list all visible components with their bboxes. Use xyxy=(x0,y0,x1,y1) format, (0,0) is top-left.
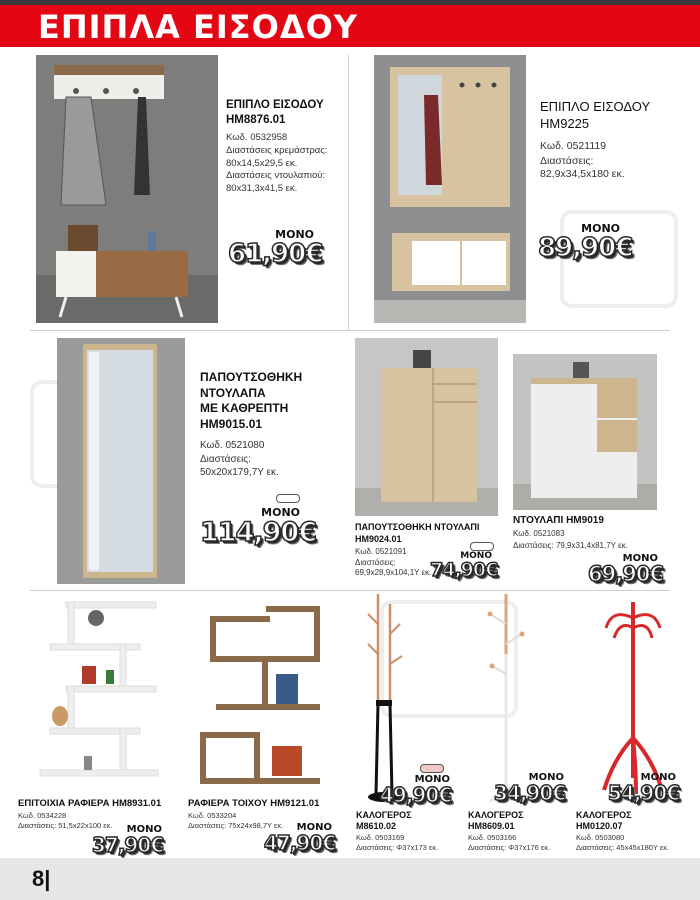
product-dimensions xyxy=(226,145,327,195)
product-code: Κωδ. 0533204 xyxy=(188,811,237,820)
product-code: Κωδ. 0503080 xyxy=(576,833,625,842)
product-title xyxy=(355,521,479,545)
badge-icon xyxy=(420,764,444,773)
product-code: Κωδ. 0534228 xyxy=(18,811,67,820)
price-block xyxy=(200,506,316,548)
product-title-line: ΕΠΙΠΛΟ ΕΙΣΟΔΟΥ xyxy=(226,99,324,111)
dim-line: Διαστάσεις κρεμάστρας: xyxy=(226,145,328,156)
product-title-line: ΠΑΠΟΥΤΣΟΘΗΚΗ ΝΤΟΥΛΑΠΙ xyxy=(355,522,480,532)
product-title xyxy=(576,810,632,832)
dim-line: 80x31,3x41,5 εκ. xyxy=(226,182,298,194)
product-code: Κωδ. 0521091 xyxy=(355,547,407,556)
price: 47,90€ xyxy=(264,831,336,855)
badge-icon xyxy=(470,542,494,551)
product-photo-m8610 xyxy=(362,594,410,804)
product-code: Κωδ. 0532958 xyxy=(226,132,288,143)
dim-line: Διαστάσεις: xyxy=(355,558,396,567)
product-dimensions xyxy=(200,453,279,479)
product-title xyxy=(468,810,524,832)
product-title-line: ΜΕ ΚΑΘΡΕΠΤΗ xyxy=(200,401,289,415)
price: 34,90€ xyxy=(494,781,566,805)
page-header xyxy=(0,5,700,47)
product-photo-hm8876 xyxy=(36,55,218,323)
price-block xyxy=(538,222,633,263)
dim-line: Διαστάσεις: Φ37x173 εκ. xyxy=(356,843,439,852)
price: 69,90€ xyxy=(588,562,664,586)
mono-label: ΜΟΝΟ xyxy=(640,772,676,783)
mono-label: ΜΟΝΟ xyxy=(126,824,162,835)
product-model: HM8609.01 xyxy=(468,821,515,831)
product-photo-hm9015 xyxy=(57,338,185,584)
dim-line: Διαστάσεις: xyxy=(200,454,251,465)
mono-label: ΜΟΝΟ xyxy=(622,553,658,564)
product-title-line: ΡΑΦΙΕΡΑ ΤΟΙΧΟΥ HM9121.01 xyxy=(188,798,320,809)
product-model: HM9024.01 xyxy=(355,534,402,544)
mono-label: ΜΟΝΟ xyxy=(261,506,300,519)
product-dimensions xyxy=(356,843,438,852)
divider xyxy=(30,330,670,331)
price: 74,90€ xyxy=(430,559,498,581)
product-title xyxy=(200,370,302,432)
product-title-line: ΚΑΛΟΓΕΡΟΣ xyxy=(356,810,412,820)
product-dimensions xyxy=(540,155,625,181)
price-block xyxy=(608,772,680,805)
dim-line: Διαστάσεις: 51,5x22x100 εκ. xyxy=(18,821,113,830)
product-model: HM0120.07 xyxy=(576,821,623,831)
price-block xyxy=(228,228,323,269)
mono-label: ΜΟΝΟ xyxy=(528,772,564,783)
product-photo-hm0120 xyxy=(592,598,674,798)
product-model: HM9225 xyxy=(540,116,590,131)
product-title xyxy=(18,798,161,809)
price: 61,90€ xyxy=(228,239,323,269)
price: 49,90€ xyxy=(380,783,452,807)
page-title: ΕΠΙΠΛΑ ΕΙΣΟΔΟΥ xyxy=(38,8,358,46)
dim-line: 50x20x179,7Υ εκ. xyxy=(200,467,279,478)
mono-label: ΜΟΝΟ xyxy=(275,228,314,241)
price-block xyxy=(380,774,450,805)
product-title-line: ΚΑΛΟΓΕΡΟΣ xyxy=(576,810,632,820)
page-number: 8| xyxy=(32,866,51,891)
dim-line: Διαστάσεις: Φ37x176 εκ. xyxy=(468,843,551,852)
dim-line: Διαστάσεις: 75x24x98,7Υ εκ. xyxy=(188,821,284,830)
product-code: Κωδ. 0521080 xyxy=(200,440,265,451)
product-title xyxy=(513,515,604,526)
product-model: HM8876.01 xyxy=(226,114,286,126)
product-code: Κωδ. 0521083 xyxy=(513,529,565,538)
product-title-line: ΝΤΟΥΛΑΠΑ xyxy=(200,385,266,400)
mono-label: ΜΟΝΟ xyxy=(460,551,492,561)
product-title-line: ΕΠΙΠΛΟ ΕΙΣΟΔΟΥ xyxy=(540,99,651,114)
dim-line: 69,9x28,9x104,1Υ εκ. xyxy=(355,568,432,577)
page-footer xyxy=(0,858,700,900)
product-dimensions xyxy=(513,541,628,550)
product-dimensions xyxy=(576,843,669,852)
price: 37,90€ xyxy=(92,833,164,857)
dim-line: 80x14,5x29,5 εκ. xyxy=(226,157,298,169)
price: 54,90€ xyxy=(608,781,680,805)
product-title-line: ΠΑΠΟΥΤΣΟΘΗΚΗ xyxy=(200,370,303,384)
product-model: HM9015.01 xyxy=(200,416,263,431)
product-title xyxy=(356,810,412,832)
dim-line: Διαστάσεις ντουλαπιού: xyxy=(226,170,326,181)
product-title xyxy=(188,798,319,809)
product-photo-hm9024 xyxy=(355,338,498,516)
divider xyxy=(30,590,670,591)
product-dimensions xyxy=(355,558,431,578)
dim-line: Διαστάσεις: 79,9x31,4x81,7Υ εκ. xyxy=(513,541,628,550)
product-photo-hm9019 xyxy=(513,354,657,510)
product-dimensions xyxy=(468,843,550,852)
price-block xyxy=(588,553,664,586)
price-block xyxy=(264,822,336,855)
product-title xyxy=(226,98,324,128)
price-block xyxy=(92,824,162,855)
mono-label: ΜΟΝΟ xyxy=(296,822,332,833)
dim-line: 82,9x34,5x180 εκ. xyxy=(540,168,625,180)
price-block xyxy=(430,551,498,581)
product-code: Κωδ. 0503166 xyxy=(468,833,517,842)
product-code: Κωδ. 0521119 xyxy=(540,140,607,152)
mono-label: ΜΟΝΟ xyxy=(414,774,450,785)
product-code: Κωδ. 0503169 xyxy=(356,833,405,842)
dim-line: Διαστάσεις: xyxy=(540,155,594,167)
price: 89,90€ xyxy=(538,233,633,263)
product-title-line: ΝΤΟΥΛΑΠΙ HM9019 xyxy=(513,515,604,526)
product-photo-hm8931 xyxy=(36,596,164,786)
product-title-line: ΕΠΙΤΟΙΧΙΑ ΡΑΦΙΕΡΑ HM8931.01 xyxy=(18,798,162,809)
product-title-line: ΚΑΛΟΓΕΡΟΣ xyxy=(468,810,524,820)
product-model: M8610.02 xyxy=(356,821,397,831)
price: 114,90€ xyxy=(200,517,316,548)
badge-icon xyxy=(276,494,300,503)
product-title xyxy=(540,98,650,132)
divider xyxy=(348,55,349,330)
price-block xyxy=(494,772,564,803)
dim-line: Διαστάσεις: 45x45x180Υ εκ. xyxy=(576,843,670,852)
mono-label: ΜΟΝΟ xyxy=(581,222,620,235)
product-photo-hm9225 xyxy=(374,55,526,323)
product-photo-hm9121 xyxy=(196,596,326,788)
